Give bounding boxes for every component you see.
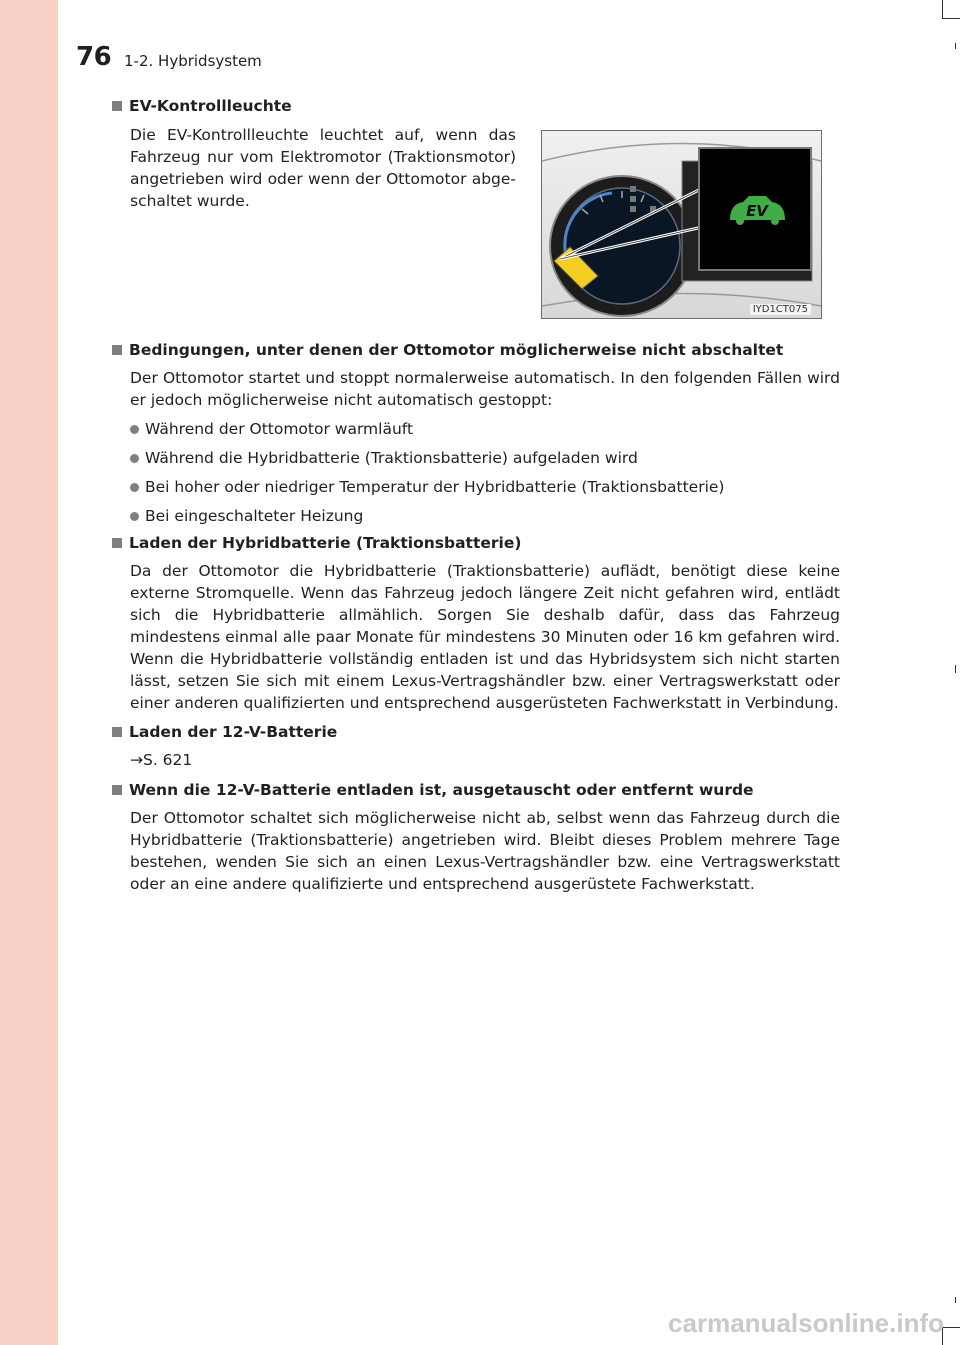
square-bullet-icon [112, 101, 122, 111]
crop-mark [955, 43, 956, 49]
chapter-title: 1-2. Hybridsystem [124, 52, 262, 70]
section-text: Der Ottomotor startet und stoppt normalerweise automatisch. In den folgenden Fällen wird er jedoch möglicherweise nicht automatisch gestoppt: [130, 369, 840, 409]
instrument-cluster-illustration [542, 131, 821, 318]
list-item: Bei hoher oder niedriger Temperatur der Hybridbatterie (Traktionsbatterie) [130, 476, 840, 498]
page-number: 76 [76, 42, 112, 72]
side-margin-strip [0, 0, 58, 1345]
section-battery-removed [112, 780, 840, 895]
square-bullet-icon [112, 538, 122, 548]
section-text: Der Ottomotor schaltet sich möglicherweise nicht ab, selbst wenn das Fahrzeug durch die Hybridbatterie (Traktionsbatterie) angetrieben wird. Bleibt dieses Problem mehrere Tage bestehen, wenden Sie sich an einen Lexus-Vertragshändler bzw. eine Vertragswerkstatt oder an eine andere qualifizierte und entsprechend ausgerüstete Fachwerkstatt. [130, 809, 840, 893]
crop-mark [955, 1297, 956, 1303]
crop-mark [955, 665, 956, 673]
section-heading: Laden der 12-V-Batterie [112, 722, 840, 742]
section-charging-hybrid [112, 533, 840, 714]
dot-bullet-icon [130, 454, 139, 463]
section-heading: Laden der Hybridbatterie (Traktionsbatterie) [112, 533, 840, 553]
page-reference: →S. 621 [130, 751, 193, 769]
instrument-cluster-figure [541, 130, 822, 319]
section-text: Da der Ottomotor die Hybridbatterie (Traktionsbatterie) auflädt, benötigt diese keine externe Stromquelle. Wenn das Fahrzeug jedoch längere Zeit nicht gefahren wird, entlädt sich die Hybridbatterie allmählich. Sorgen Sie deshalb dafür, dass das Fahrzeug mindestens einmal alle paar Monate für mindestens 30 Minuten oder 16 km gefahren wird. Wenn die Hybridbatterie vollständig entladen ist und das Hybridsystem sich nicht starten lässt, setzen Sie sich mit einem Lexus-Vertragshändler bzw. einer Vertragswerkstatt oder einer anderen qualifizierten und entsprechend ausgerüsteten Fachwerkstatt in Verbindung. [130, 562, 840, 712]
square-bullet-icon [112, 785, 122, 795]
dot-bullet-icon [130, 425, 139, 434]
figure-code: IYD1CT075 [750, 304, 811, 315]
section-heading: Bedingungen, unter denen der Ottomotor möglicherweise nicht abschaltet [112, 340, 840, 360]
section-conditions [112, 340, 840, 527]
list-item: Während die Hybridbatterie (Traktionsbatterie) aufgeladen wird [130, 447, 840, 469]
section-heading: EV-Kontrollleuchte [112, 96, 840, 116]
list-item: Während der Ottomotor warmläuft [130, 418, 840, 440]
section-heading: Wenn die 12-V-Batterie entladen ist, ausgetauscht oder entfernt wurde [112, 780, 840, 800]
section-text: Die EV-Kontrollleuchte leuchtet auf, wenn das Fahrzeug nur vom Elektromotor (Traktionsmotor) angetrieben wird oder wenn der Ottomotor abge-schaltet wurde. [130, 126, 516, 210]
crop-mark [942, 18, 960, 19]
dot-bullet-icon [130, 483, 139, 492]
ev-indicator-text: EV [746, 202, 768, 220]
crop-mark [942, 1327, 960, 1328]
crop-mark [942, 0, 943, 18]
square-bullet-icon [112, 727, 122, 737]
watermark-text: carmanualsonline.info [668, 1308, 944, 1338]
list-item: Bei eingeschalteter Heizung [130, 505, 840, 527]
square-bullet-icon [112, 345, 122, 355]
section-charging-12v [112, 722, 840, 771]
dot-bullet-icon [130, 512, 139, 521]
